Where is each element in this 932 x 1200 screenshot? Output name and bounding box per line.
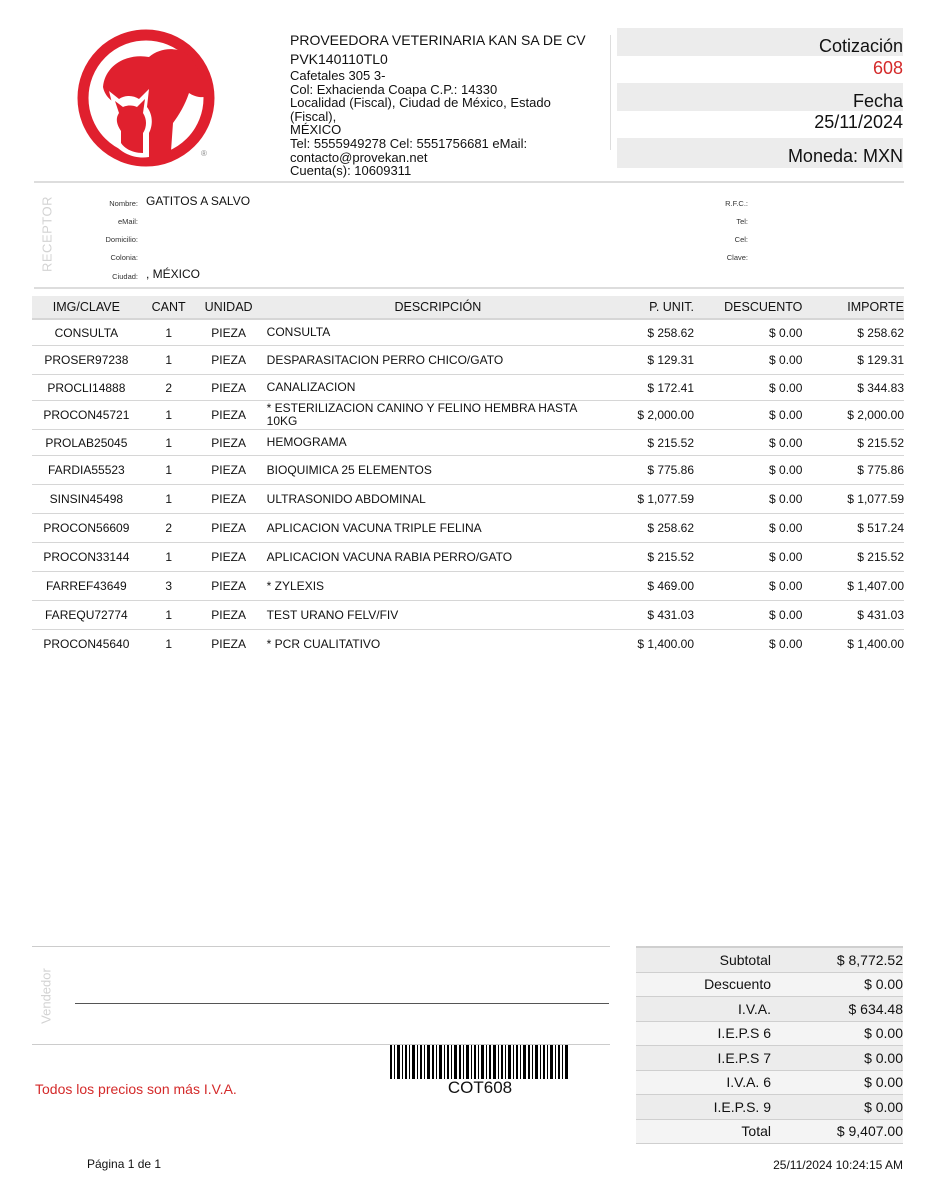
quote-type-label: Cotización (617, 28, 903, 56)
totals-row-subtotal: Subtotal $ 8,772.52 (636, 947, 903, 972)
quote-number: 608 (872, 58, 903, 78)
col-header-unidad: UNIDAD (197, 296, 261, 319)
address-line: Cafetales 305 3- (290, 68, 386, 83)
address-label: Domicilio: (105, 235, 138, 244)
company-logo (75, 27, 220, 172)
col-header-importe: IMPORTE (802, 296, 904, 319)
col-header-cant: CANT (141, 296, 197, 319)
vendor-signature-line (75, 1003, 609, 1004)
totals-row-ieps6: I.E.P.S 6 $ 0.00 (636, 1021, 903, 1046)
table-row: PROCON45640 1 PIEZA * PCR CUALITATIVO $ 1,400.00 $ 0.00 $ 1,400.00 (43, 636, 904, 651)
table-row: FAREQU72774 1 PIEZA TEST URANO FELV/FIV $ 431.03 $ 0.00 $ 431.03 (32, 601, 904, 630)
barcode (390, 1045, 570, 1079)
page-number: Página 1 de 1 (87, 1157, 162, 1171)
company-rfc: PVK140110TL0 (290, 51, 388, 67)
table-row: PROCON33144 1 PIEZA APLICACION VACUNA RABIA PERRO/GATO $ 215.52 $ 0.00 $ 215.52 (32, 543, 904, 572)
separator (34, 287, 904, 289)
barcode-icon (390, 1045, 570, 1079)
address-line: Col: Exhacienda Coapa C.P.: 14330 (290, 81, 498, 97)
col-header-punit: P. UNIT. (609, 296, 694, 319)
col-header-descripcion: DESCRIPCIÓN (261, 296, 609, 319)
date-label: Fecha (617, 83, 903, 111)
print-timestamp: 25/11/2024 10:24:15 AM (773, 1158, 903, 1172)
barcode-text: COT608 (447, 1078, 513, 1097)
table-header-row (32, 296, 904, 319)
colonia-label: Colonia: (110, 253, 138, 262)
separator (32, 946, 610, 947)
receptor-name: GATITOS A SALVO (146, 194, 251, 208)
vendor-section-label: Vendedor (38, 968, 54, 1024)
address-line: Cuenta(s): 10609311 (290, 163, 412, 179)
name-label: Nombre: (109, 199, 138, 208)
table-row: PROLAB25045 1 PIEZA HEMOGRAMA $ 215.52 $ 0.00 $ 215.52 (32, 430, 904, 456)
totals-row-descuento: Descuento $ 0.00 (636, 972, 903, 997)
table-row: PROCLI14888 2 PIEZA CANALIZACION $ 172.41 $ 0.00 $ 344.83 (32, 375, 904, 401)
address-line: Tel: 5555949278 Cel: 5551756681 eMail: (290, 135, 528, 151)
table-row: CONSULTA 1 PIEZA CONSULTA $ 258.62 $ 0.00 $ 258.62 (32, 319, 904, 346)
address-line: contacto@provekan.net (290, 149, 428, 165)
receptor-section (60, 190, 904, 285)
totals-row-ieps7: I.E.P.S 7 $ 0.00 (636, 1046, 903, 1071)
quote-date: 25/11/2024 (814, 112, 903, 132)
header-divider (610, 35, 611, 150)
email-label: eMail: (117, 217, 138, 226)
totals-row-iva6: I.V.A. 6 $ 0.00 (636, 1070, 903, 1095)
registered-mark: ® (201, 149, 207, 158)
receptor-section-label: RECEPTOR (39, 196, 55, 272)
company-name: PROVEEDORA VETERINARIA KAN SA DE CV (290, 32, 586, 48)
tel-label: Tel: (736, 217, 748, 226)
col-header-descuento: DESCUENTO (694, 296, 802, 319)
totals-row-iva: I.V.A. $ 634.48 (636, 997, 903, 1022)
city-label: Ciudad: (112, 272, 138, 281)
dog-cat-logo-icon (75, 27, 220, 172)
items-table (32, 296, 904, 658)
table-row: FARREF43649 3 PIEZA * ZYLEXIS $ 469.00 $ 0.00 $ 1,407.00 (32, 572, 904, 601)
clave-label: Clave: (726, 253, 748, 262)
totals-row-total: Total $ 9,407.00 (636, 1119, 903, 1144)
currency-label: Moneda: MXN (617, 138, 903, 168)
totals-table (636, 946, 903, 1144)
table-row: PROSER97238 1 PIEZA DESPARASITACION PERRO CHICO/GATO $ 129.31 $ 0.00 $ 129.31 (32, 346, 904, 375)
address-line: Localidad (Fiscal), Ciudad de México, Estado (Fiscal), (290, 95, 551, 124)
totals-row-ieps9: I.E.P.S. 9 $ 0.00 (636, 1095, 903, 1120)
price-note: Todos los precios son más I.V.A. (35, 1081, 237, 1097)
cel-label: Cel: (734, 235, 748, 244)
table-row: SINSIN45498 1 PIEZA ULTRASONIDO ABDOMINAL $ 1,077.59 $ 0.00 $ 1,077.59 (32, 485, 904, 514)
table-row: FARDIA55523 1 PIEZA BIOQUIMICA 25 ELEMENTOS $ 775.86 $ 0.00 $ 775.86 (32, 456, 904, 485)
address-line: MÉXICO (290, 122, 342, 138)
company-info (290, 31, 600, 178)
table-row: PROCON45721 1 PIEZA * ESTERILIZACION CANINO Y FELINO HEMBRA HASTA 10KG $ 2,000.00 $ 0.00 $ 2,000.00 (32, 401, 904, 430)
receptor-city: , MÉXICO (146, 267, 201, 281)
col-header-clave: IMG/CLAVE (32, 296, 141, 319)
quote-info-box (617, 28, 903, 168)
separator (34, 181, 904, 183)
rfc-label: R.F.C.: (725, 199, 748, 208)
table-row: PROCON56609 2 PIEZA APLICACION VACUNA TRIPLE FELINA $ 258.62 $ 0.00 $ 517.24 (32, 514, 904, 543)
